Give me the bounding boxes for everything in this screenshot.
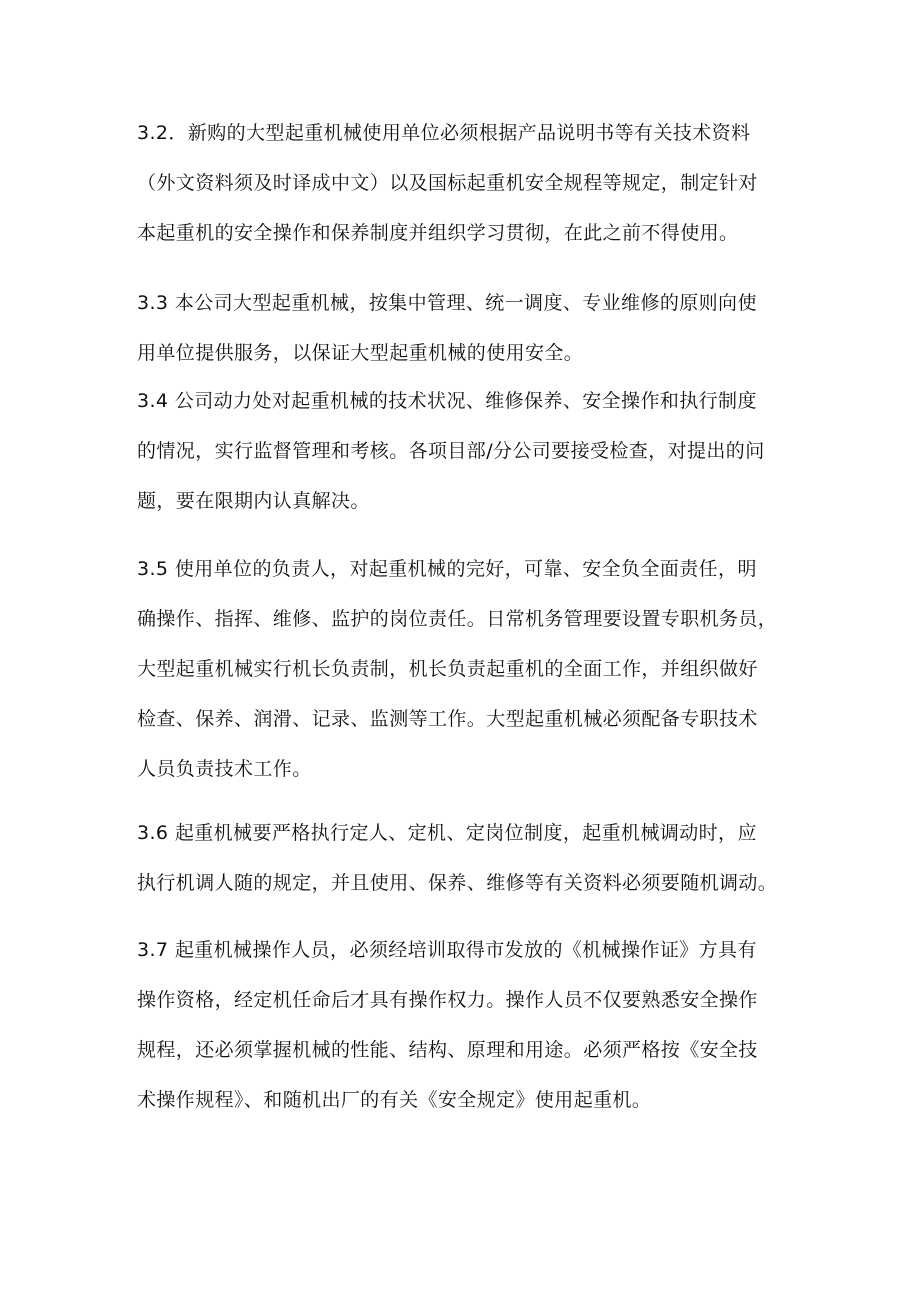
text-line: 大型起重机械实行机长负责制，机长负责起重机的全面工作，并组织做好	[137, 658, 758, 680]
text-line: 操作资格，经定机任命后才具有操作权力。操作人员不仅要熟悉安全操作	[137, 989, 758, 1011]
text-line: 确操作、指挥、维修、监护的岗位责任。日常机务管理要设置专职机务员，	[137, 608, 778, 630]
text-line: 执行机调人随的规定，并且使用、保养、维修等有关资料必须要随机调动。	[137, 872, 778, 894]
text-line: 规程，还必须掌握机械的性能、结构、原理和用途。必须严格按《安全技	[137, 1039, 758, 1061]
text-line: 术操作规程》、和随机出厂的有关《安全规定》使用起重机。	[137, 1089, 652, 1111]
text-line: 人员负责技术工作。	[137, 758, 312, 780]
text-line: 3.7 起重机械操作人员，必须经培训取得市发放的《机械操作证》方具有	[137, 939, 757, 961]
text-line: 本起重机的安全操作和保养制度并组织学习贯彻，在此之前不得使用。	[137, 222, 739, 244]
paragraph-3-2	[137, 108, 797, 258]
text-line: 3.3 本公司大型起重机械，按集中管理、统一调度、专业维修的原则向使	[137, 292, 757, 314]
text-line: 3.6 起重机械要严格执行定人、定机、定岗位制度，起重机械调动时，应	[137, 822, 757, 844]
text-line: 3.4 公司动力处对起重机械的技术状况、维修保养、安全操作和执行制度	[137, 390, 757, 412]
text-line: 3.5 使用单位的负责人，对起重机械的完好，可靠、安全负全面责任，明	[137, 558, 757, 580]
text-line: 的情况，实行监督管理和考核。各项目部/分公司要接受检查，对提出的问	[137, 440, 765, 462]
text-line: 用单位提供服务，以保证大型起重机械的使用安全。	[137, 342, 584, 364]
text-line: （外文资料须及时译成中文）以及国标起重机安全规程等规定，制定针对	[137, 172, 758, 194]
text-line: 检查、保养、润滑、记录、监测等工作。大型起重机械必须配备专职技术	[137, 708, 758, 730]
text-line: 题，要在限期内认真解决。	[137, 490, 370, 512]
paragraph-3-5	[137, 544, 797, 794]
paragraph-3-7	[137, 925, 797, 1125]
text-line: 3.2．新购的大型起重机械使用单位必须根据产品说明书等有关技术资料	[137, 122, 751, 144]
paragraph-3-3	[137, 278, 797, 378]
paragraph-3-4	[137, 376, 797, 526]
paragraph-3-6	[137, 808, 797, 908]
